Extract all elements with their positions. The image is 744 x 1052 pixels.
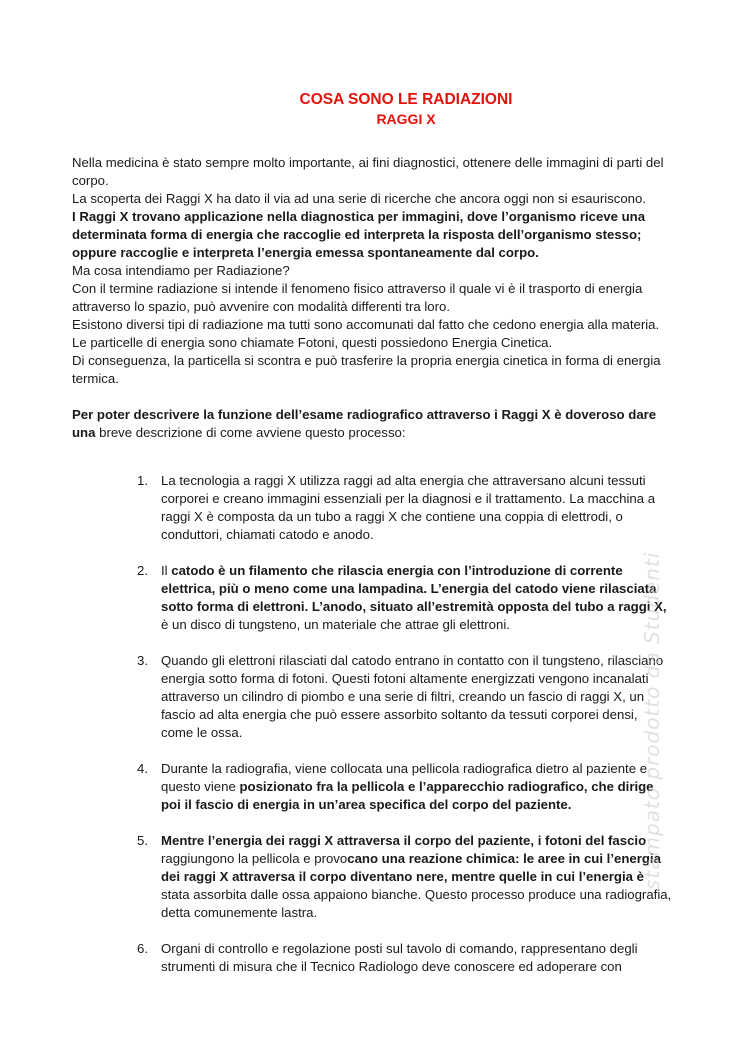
- list-item: [72, 760, 672, 814]
- list-item-text-rest: stata assorbita dalle ossa appaiono bianche. Questo processo produce una radiografia, detta comunemente lastra.: [161, 887, 672, 920]
- list-item-text: Organi di controllo e regolazione posti sul tavolo di comando, rappresentano degli strumenti di misura che il Tecnico Radiologo deve conoscere ed adoperare con: [161, 941, 638, 974]
- list-item-text-pre: Il: [161, 563, 172, 578]
- intro-paragraph-1: Nella medicina è stato sempre molto importante, ai fini diagnostici, ottenere delle immagini di parti del corpo.: [72, 155, 664, 188]
- intro-paragraph-2: La scoperta dei Raggi X ha dato il via ad una serie di ricerche che ancora oggi non si esauriscono.: [72, 191, 647, 206]
- list-item-text-bold-1: Mentre l’energia dei raggi X attraversa il corpo del paziente, i fotoni del fascio: [161, 833, 647, 848]
- intro-question: Ma cosa intendiamo per Radiazione?: [72, 263, 290, 278]
- intro-paragraph-3: I Raggi X trovano applicazione nella diagnostica per immagini, dove l’organismo riceve una determinata forma di energia che raccoglie ed interpreta la risposta dell’organismo stesso; oppure raccoglie e interpreta l’energia emessa spontaneamente dal corpo.: [72, 209, 646, 260]
- list-item-text: La tecnologia a raggi X utilizza raggi ad alta energia che attraversano alcuni tessuti corporei e creano immagini essenziali per la diagnosi e il trattamento. La macchina a raggi X è composta da un tubo a raggi X che contiene una coppia di elettrodi, o conduttori, chiamati catodo e anodo.: [161, 473, 656, 542]
- list-item-text-bold: posizionato fra la pellicola e l’apparecchio radiografico, che dirige poi il fascio di energia in un’area specifica del corpo del paziente.: [161, 779, 654, 812]
- list-item-text-bold-2: cano una reazione chimica: le aree in cui l’energia dei raggi X attraversa il corpo diventano nere, mentre quelle in cui l’energia è: [161, 851, 661, 884]
- list-item: [72, 652, 672, 742]
- list-item: [72, 472, 672, 544]
- list-item-number: 4.: [137, 761, 148, 776]
- intro-paragraph-5: Con il termine radiazione si intende il fenomeno fisico attraverso il quale vi è il trasporto di energia attraverso lo spazio, può avvenire con modalità differenti tra loro.: [72, 281, 643, 314]
- list-item-text-mid: raggiungono la pellicola e provo: [161, 851, 348, 866]
- list-item-number: 3.: [137, 653, 148, 668]
- process-lead-rest: breve descrizione di come avviene questo processo:: [99, 425, 406, 440]
- list-item: [72, 940, 672, 976]
- list-item-text: Quando gli elettroni rilasciati dal catodo entrano in contatto con il tungsteno, rilasciano energia sotto forma di fotoni. Questi fotoni altamente energizzati vengono incanalati attraverso un cilindro di piombo e una serie di filtri, creando un fascio di raggi X, un fascio ad alta energia che può essere assorbito soltanto da tessuti corporei densi, come le ossa.: [161, 653, 664, 740]
- watermark-text: stampato prodotto da Studenti: [640, 551, 664, 890]
- list-item-number: 2.: [137, 563, 148, 578]
- list-item-text-pre: Durante la radiografia, viene collocata una pellicola radiografica dietro al paziente e questo viene: [161, 761, 648, 794]
- list-item-number: 1.: [137, 473, 148, 488]
- list-item: [72, 562, 672, 634]
- document-page: [72, 90, 672, 994]
- intro-paragraph-6: Esistono diversi tipi di radiazione ma tutti sono accomunati dal fatto che cedono energia alla materia. Le particelle di energia sono chiamate Fotoni, questi possiedono Energia Cinetica.: [72, 317, 660, 350]
- process-lead-bold: Per poter descrivere la funzione dell’esame radiografico attraverso i Raggi X è doveroso dare una: [72, 407, 657, 440]
- list-item-text-bold: catodo è un filamento che rilascia energia con l’introduzione di corrente elettrica, più o meno come una lampadina. L’energia del catodo viene rilasciata sotto forma di elettroni. L’anodo, situato all’estremità opposta del tubo a raggi X,: [161, 563, 667, 614]
- list-item-number: 6.: [137, 941, 148, 956]
- page-subtitle: RAGGI X: [376, 111, 436, 127]
- page-title: COSA SONO LE RADIAZIONI: [299, 91, 513, 108]
- list-item: [72, 832, 672, 922]
- intro-paragraph-7: Di conseguenza, la particella si scontra e può trasferire la propria energia cinetica in forma di energia termica.: [72, 353, 661, 386]
- list-item-number: 5.: [137, 833, 148, 848]
- list-item-text-rest: è un disco di tungsteno, un materiale che attrae gli elettroni.: [161, 617, 510, 632]
- process-lead: [72, 406, 672, 442]
- process-steps-list: [72, 472, 672, 976]
